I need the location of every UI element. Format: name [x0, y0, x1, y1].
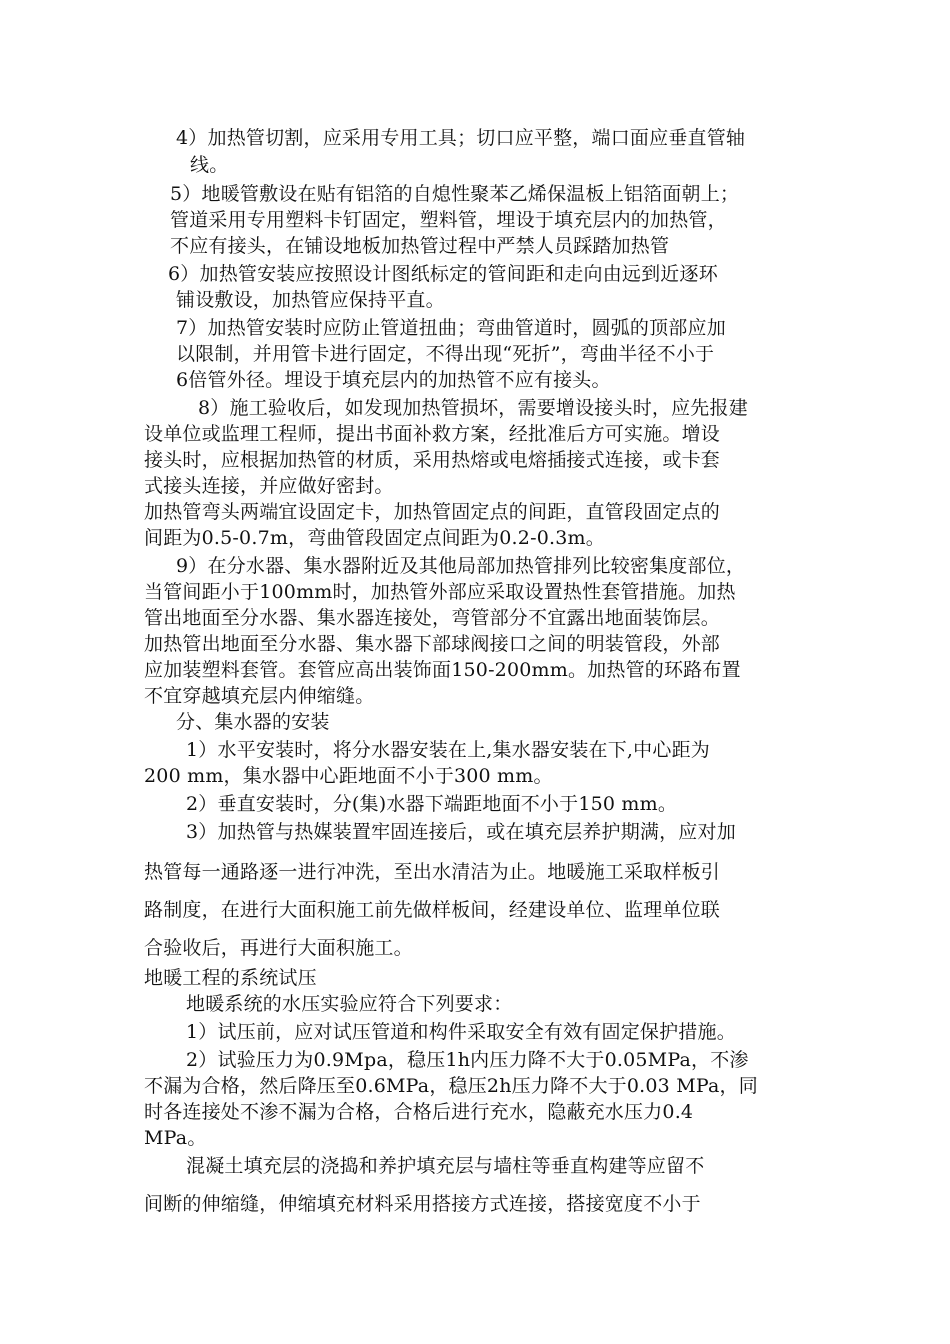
text-line: 混凝土填充层的浇捣和养护填充层与墙柱等垂直构建等应留不: [186, 1155, 705, 1177]
text-line: 时各连接处不渗不漏为合格，合格后进行充水，隐蔽充水压力0.4: [144, 1101, 694, 1123]
text-line: 7）加热管安装时应防止管道扭曲；弯曲管道时，圆弧的顶部应加: [176, 317, 726, 339]
text-line: 4）加热管切割，应采用专用工具；切口应平整，端口面应垂直管轴: [176, 127, 746, 149]
text-line: 热管每一通路逐一进行冲洗，至出水清洁为止。地暖施工采取样板引: [144, 861, 721, 883]
text-line: 5）地暖管敷设在贴有铝箔的自熄性聚苯乙烯保温板上铝箔面朝上；: [170, 183, 740, 205]
text-line: 200 mm，集水器中心距地面不小于300 mm。: [144, 765, 553, 787]
text-line: 路制度，在进行大面积施工前先做样板间，经建设单位、监理单位联: [144, 899, 721, 921]
text-line: 间距为0.5-0.7m，弯曲管段固定点间距为0.2-0.3m。: [144, 527, 605, 549]
text-line: 接头时，应根据加热管的材质，采用热熔或电熔插接式连接，或卡套: [144, 449, 721, 471]
text-line: 不宜穿越填充层内伸缩缝。: [144, 685, 375, 707]
section-heading: 分、集水器的安装: [176, 711, 330, 733]
text-line: 线。: [190, 154, 229, 176]
text-line: 加热管出地面至分水器、集水器下部球阀接口之间的明装管段，外部: [144, 633, 721, 655]
text-line: 6倍管外径。埋设于填充层内的加热管不应有接头。: [176, 369, 611, 391]
text-line: 不应有接头，在铺设地板加热管过程中严禁人员踩踏加热管: [170, 235, 670, 257]
text-line: 式接头连接，并应做好密封。: [144, 475, 394, 497]
text-line: 8）施工验收后，如发现加热管损坏，需要增设接头时，应先报建: [198, 397, 748, 419]
text-line: MPa。: [144, 1127, 207, 1149]
text-line: 9）在分水器、集水器附近及其他局部加热管排列比较密集度部位，: [176, 555, 746, 577]
text-line: 铺设敷设，加热管应保持平直。: [176, 289, 445, 311]
text-line: 间断的伸缩缝，伸缩填充材料采用搭接方式连接，搭接宽度不小于: [144, 1193, 701, 1215]
text-line: 以限制，并用管卡进行固定，不得出现“死折”，弯曲半径不小于: [176, 343, 715, 365]
text-line: 3）加热管与热媒装置牢固连接后，或在填充层养护期满，应对加: [186, 821, 736, 843]
text-line: 合验收后，再进行大面积施工。: [144, 937, 413, 959]
text-line: 地暖系统的水压实验应符合下列要求：: [186, 993, 513, 1015]
text-line: 设单位或监理工程师，提出书面补救方案，经批准后方可实施。增设: [144, 423, 721, 445]
text-line: 2）垂直安装时，分(集)水器下端距地面不小于150 mm。: [186, 793, 678, 815]
text-line: 不漏为合格，然后降压至0.6MPa，稳压2h压力降不大于0.03 MPa，同: [144, 1075, 758, 1097]
text-line: 6）加热管安装应按照设计图纸标定的管间距和走向由远到近逐环: [168, 263, 718, 285]
text-line: 应加装塑料套管。套管应高出装饰面150-200mm。加热管的环路布置: [144, 659, 741, 681]
text-line: 管出地面至分水器、集水器连接处，弯管部分不宜露出地面装饰层。: [144, 607, 721, 629]
section-heading: 地暖工程的系统试压: [144, 967, 317, 989]
text-line: 加热管弯头两端宜设固定卡，加热管固定点的间距，直管段固定点的: [144, 501, 721, 523]
text-line: 1）水平安装时，将分水器安装在上,集水器安装在下,中心距为: [186, 739, 710, 761]
text-line: 2）试验压力为0.9Mpa，稳压1h内压力降不大于0.05MPa，不渗: [186, 1049, 749, 1071]
text-line: 当管间距小于100mm时，加热管外部应采取设置热性套管措施。加热: [144, 581, 736, 603]
text-line: 管道采用专用塑料卡钉固定，塑料管，埋设于填充层内的加热管，: [170, 209, 727, 231]
text-line: 1）试压前，应对试压管道和构件采取安全有效有固定保护措施。: [186, 1021, 736, 1043]
